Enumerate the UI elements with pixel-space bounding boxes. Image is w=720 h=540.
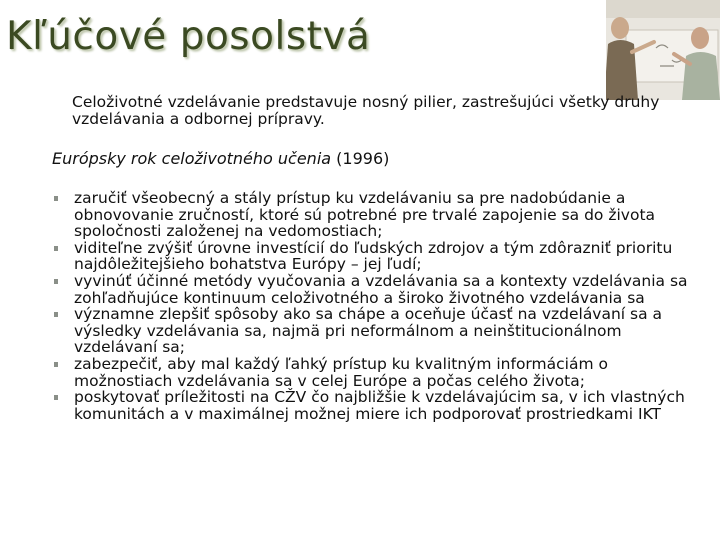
intro-text: Celoživotné vzdelávanie predstavuje nosný pilier, zastrešujúci všetky druhy vzdelávania a odbornej prípravy. <box>72 93 660 128</box>
bullet-marker-icon <box>54 312 58 317</box>
bullet-item <box>52 190 692 240</box>
bullet-list <box>52 190 692 422</box>
bullet-item <box>52 356 692 389</box>
bullet-marker-icon <box>54 246 58 251</box>
bullet-text: poskytovať príležitosti na CŽV čo najbližšie k vzdelávajúcim sa, v ich vlastných komunitách a v maximálnej možnej miere ich podporovať prostriedkami IKT <box>74 388 685 423</box>
bullet-text: vyvinúť účinné metódy vyučovania a vzdelávania sa a kontexty vzdelávania sa zohľadňujúce kontinuum celoživotného a široko životného vzdelávania sa <box>74 271 688 307</box>
bullet-text: viditeľne zvýšiť úrovne investícií do ľudských zdrojov a tým zdôrazniť prioritu najdôležitejšieho bohatstva Európy – jej ľudí; <box>74 238 673 274</box>
bullet-marker-icon <box>54 362 58 367</box>
bullet-text: zabezpečiť, aby mal každý ľahký prístup ku kvalitným informáciám o možnostiach vzdelávania sa v celej Európe a počas celého života; <box>74 354 608 390</box>
bullet-text: významne zlepšiť spôsoby ako sa chápe a oceňuje účasť na vzdelávaní sa a výsledky vzdelávania sa, najmä pri neformálnom a neinštitucionálnom vzdelávaní sa; <box>74 305 663 357</box>
bullet-text: zaručiť všeobecný a stály prístup ku vzdelávaniu sa pre nadobúdanie a obnovovanie zručností, ktoré sú potrebné pre trvalé zapojenie sa do života spoločnosti založenej na vedomostiach; <box>74 189 656 241</box>
slide-title: Kľúčové posolstvá <box>6 14 371 59</box>
bullet-item <box>52 306 692 356</box>
bullet-marker-icon <box>54 395 58 400</box>
bullet-item <box>52 273 692 306</box>
teacher-student-photo <box>606 0 720 100</box>
subheading <box>52 149 389 169</box>
subheading-year: (1996) <box>336 149 390 168</box>
bullet-item <box>52 389 692 422</box>
bullet-marker-icon <box>54 196 58 201</box>
subheading-title: Európsky rok celoživotného učenia <box>52 149 332 168</box>
bullet-item <box>52 240 692 273</box>
bullet-marker-icon <box>54 279 58 284</box>
